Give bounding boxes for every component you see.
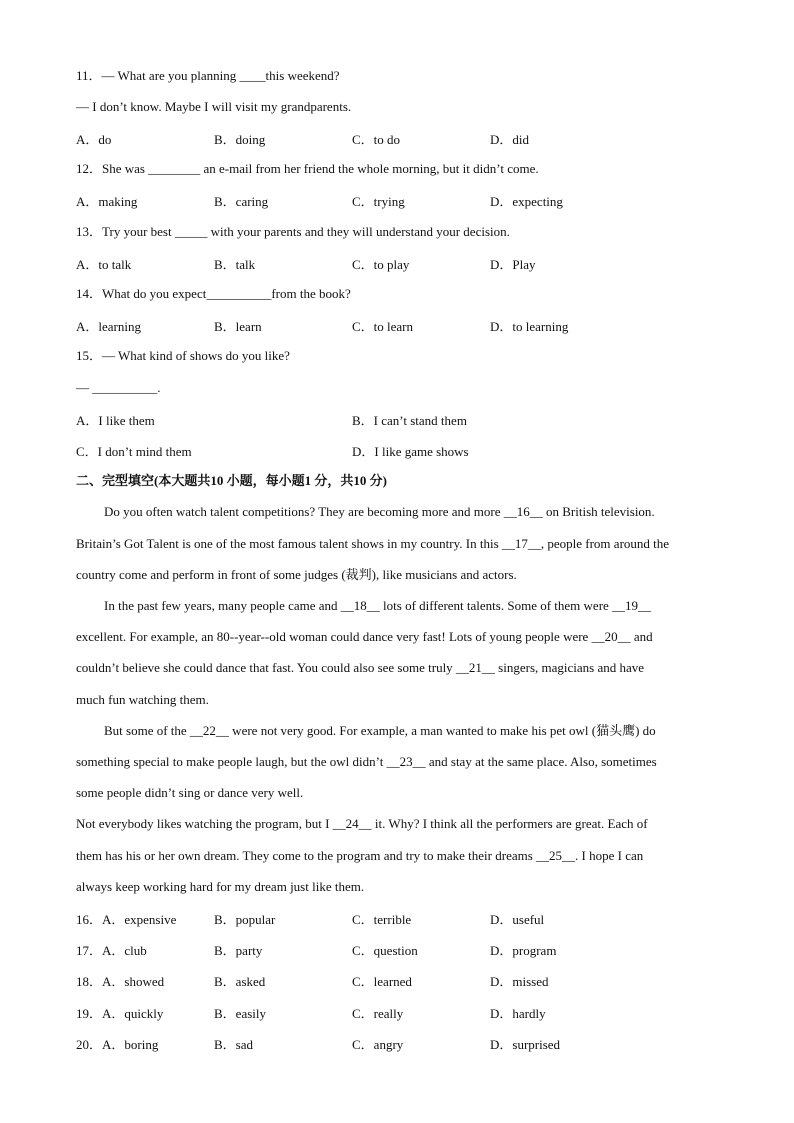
- option-b: B．talk: [214, 257, 256, 272]
- option-c: C．learned: [352, 974, 412, 989]
- question-13-options: [76, 254, 716, 272]
- question-13-stem: 13．Try your best _____ with your parents and they will understand your decision.: [76, 224, 510, 239]
- option-d: D．to learning: [490, 319, 569, 334]
- cloze-19-options: [76, 1003, 716, 1021]
- option-b: B．sad: [214, 1037, 254, 1052]
- option-b: B．asked: [214, 974, 266, 989]
- option-d: D．program: [490, 943, 557, 958]
- question-12-options: [76, 191, 716, 209]
- question-14-options: [76, 316, 716, 334]
- option-d: D．expecting: [490, 194, 563, 209]
- option-b: B．easily: [214, 1006, 266, 1021]
- option-a: A．to talk: [76, 257, 132, 272]
- passage-line: But some of the __22__ were not very good. For example, a man wanted to make his pet owl (猫头鹰) do: [104, 723, 656, 738]
- option-a: 17．A．club: [76, 943, 147, 958]
- option-c: C．angry: [352, 1037, 404, 1052]
- option-a: A．do: [76, 132, 112, 147]
- question-12-stem: 12．She was ________ an e-mail from her friend the whole morning, but it didn’t come.: [76, 161, 539, 176]
- option-a: 20．A．boring: [76, 1037, 159, 1052]
- passage-line: much fun watching them.: [76, 692, 209, 707]
- question-15-options-row1: [76, 410, 716, 428]
- option-c: C．to learn: [352, 319, 414, 334]
- option-c: C．question: [352, 943, 418, 958]
- option-b: B．party: [214, 943, 263, 958]
- cloze-18-options: [76, 971, 716, 989]
- section-heading: 二、完型填空(本大题共10 小题，每小题1 分，共10 分): [76, 473, 387, 488]
- option-b: B．I can’t stand them: [352, 413, 467, 428]
- option-b: B．popular: [214, 912, 276, 927]
- passage-line: something special to make people laugh, but the owl didn’t __23__ and stay at the same place. Also, sometimes: [76, 754, 657, 769]
- option-d: D．Play: [490, 257, 536, 272]
- option-d: D．did: [490, 132, 530, 147]
- option-c: C．to play: [352, 257, 410, 272]
- option-a: 19．A．quickly: [76, 1006, 164, 1021]
- option-a: 18．A．showed: [76, 974, 165, 989]
- option-c: C．to do: [352, 132, 401, 147]
- question-11-stem: 11．— What are you planning ____this weekend?: [76, 68, 340, 83]
- passage-line: In the past few years, many people came and __18__ lots of different talents. Some of them were __19__: [104, 598, 652, 613]
- cloze-17-options: [76, 940, 716, 958]
- passage-line: Not everybody likes watching the program, but I __24__ it. Why? I think all the performers are great. Each of: [76, 816, 648, 831]
- option-a: A．learning: [76, 319, 141, 334]
- question-14-stem: 14．What do you expect__________from the book?: [76, 286, 351, 301]
- option-a: A．I like them: [76, 413, 155, 428]
- question-15-options-row2: [76, 441, 716, 459]
- passage-line: country come and perform in front of some judges (裁判), like musicians and actors.: [76, 567, 517, 582]
- option-d: D．I like game shows: [352, 444, 469, 459]
- passage-line: always keep working hard for my dream just like them.: [76, 879, 365, 894]
- option-b: B．learn: [214, 319, 262, 334]
- option-a: A．making: [76, 194, 138, 209]
- option-c: C．terrible: [352, 912, 412, 927]
- option-d: D．missed: [490, 974, 549, 989]
- cloze-20-options: [76, 1034, 716, 1052]
- option-c: C．I don’t mind them: [76, 444, 192, 459]
- question-11-reply: — I don’t know. Maybe I will visit my grandparents.: [76, 99, 352, 114]
- option-d: D．surprised: [490, 1037, 561, 1052]
- passage-line: couldn’t believe she could dance that fast. You could also see some truly __21__ singers, magicians and have: [76, 660, 645, 675]
- option-b: B．doing: [214, 132, 266, 147]
- option-b: B．caring: [214, 194, 269, 209]
- passage-line: some people didn’t sing or dance very well.: [76, 785, 304, 800]
- question-15-reply: — __________.: [76, 380, 161, 395]
- passage-line: them has his or her own dream. They come to the program and try to make their dreams __25__. I hope I can: [76, 848, 644, 863]
- option-c: C．really: [352, 1006, 404, 1021]
- option-a: 16．A．expensive: [76, 912, 177, 927]
- option-c: C．trying: [352, 194, 405, 209]
- passage-line: Do you often watch talent competitions? They are becoming more and more __16__ on British television.: [104, 504, 655, 519]
- option-d: D．hardly: [490, 1006, 546, 1021]
- option-d: D．useful: [490, 912, 545, 927]
- cloze-16-options: [76, 909, 716, 927]
- question-15-stem: 15．— What kind of shows do you like?: [76, 348, 290, 363]
- passage-line: excellent. For example, an 80--year--old woman could dance very fast! Lots of young people were __20__ and: [76, 629, 653, 644]
- question-11-options: [76, 129, 716, 147]
- passage-line: Britain’s Got Talent is one of the most famous talent shows in my country. In this __17__, people from around the: [76, 536, 670, 551]
